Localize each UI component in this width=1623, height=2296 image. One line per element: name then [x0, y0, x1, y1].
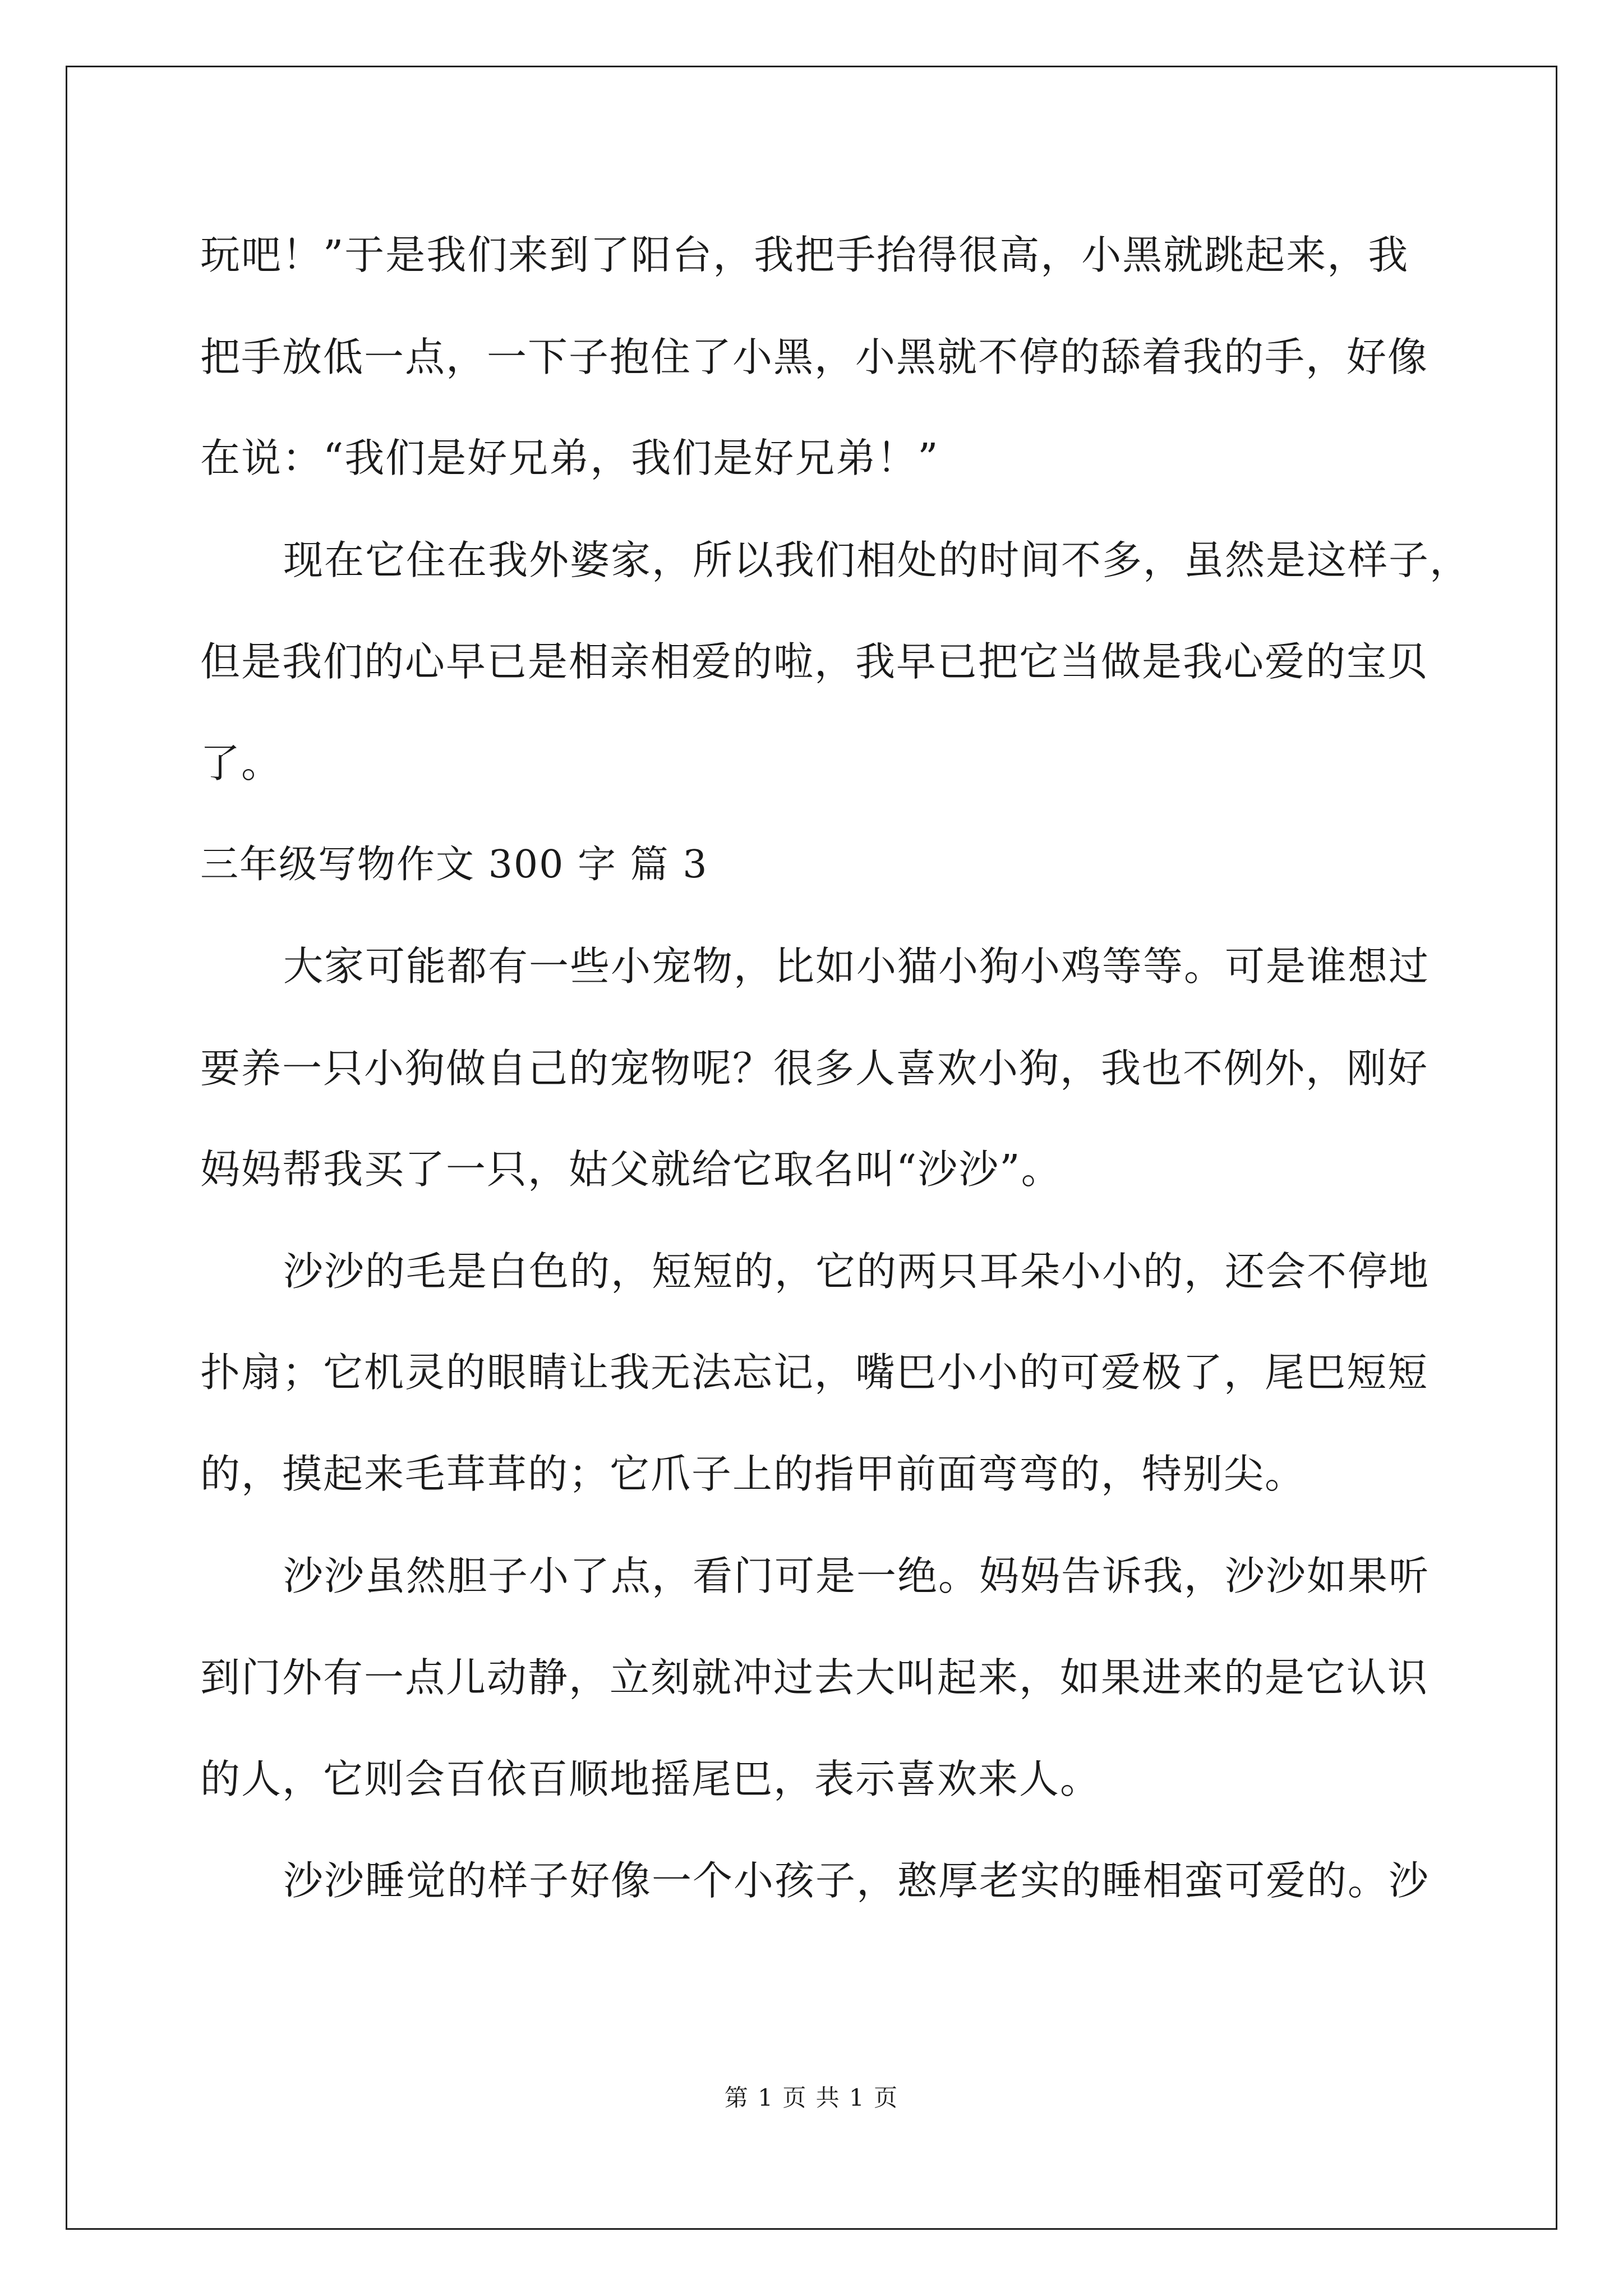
text-line: 了。 — [200, 740, 283, 786]
page-indicator: 第 1 页 共 1 页 — [724, 2084, 899, 2111]
text-line: 的，摸起来毛茸茸的；它爪子上的指甲前面弯弯的，特别尖。 — [200, 1451, 1306, 1497]
paragraph-start-line: 沙沙的毛是白色的，短短的，它的两只耳朵小小的，还会不停地 — [283, 1248, 1430, 1295]
paragraph-start-line: 大家可能都有一些小宠物，比如小猫小狗小鸡等等。可是谁想过 — [283, 943, 1430, 990]
paragraph-start-line: 现在它住在我外婆家，所以我们相处的时间不多，虽然是这样子， — [283, 537, 1471, 583]
text-line: 要养一只小狗做自己的宠物呢？很多人喜欢小狗，我也不例外，刚好 — [200, 1045, 1429, 1092]
text-line: 但是我们的心早已是相亲相爱的啦，我早已把它当做是我心爱的宝贝 — [200, 638, 1429, 685]
text-line: 在说：“我们是好兄弟，我们是好兄弟！” — [200, 435, 939, 481]
section-heading: 三年级写物作文 300 字 篇 3 — [200, 843, 708, 887]
text-line: 的人，它则会百依百顺地摇尾巴，表示喜欢来人。 — [200, 1756, 1101, 1802]
text-line: 玩吧！”于是我们来到了阳台，我把手抬得很高，小黑就跳起来，我 — [200, 232, 1409, 278]
page-footer — [0, 2081, 1623, 2115]
text-line: 妈妈帮我买了一只，姑父就给它取名叫“沙沙”。 — [200, 1146, 1062, 1193]
text-line: 到门外有一点儿动静，立刻就冲过去大叫起来，如果进来的是它认识 — [200, 1654, 1429, 1701]
paragraph-start-line: 沙沙虽然胆子小了点，看门可是一绝。妈妈告诉我，沙沙如果听 — [283, 1553, 1430, 1599]
text-line: 把手放低一点，一下子抱住了小黑，小黑就不停的舔着我的手，好像 — [200, 334, 1429, 380]
paragraph-start-line: 沙沙睡觉的样子好像一个小孩子，憨厚老实的睡相蛮可爱的。沙 — [283, 1857, 1430, 1904]
text-line: 扑扇；它机灵的眼睛让我无法忘记，嘴巴小小的可爱极了，尾巴短短 — [200, 1349, 1429, 1396]
